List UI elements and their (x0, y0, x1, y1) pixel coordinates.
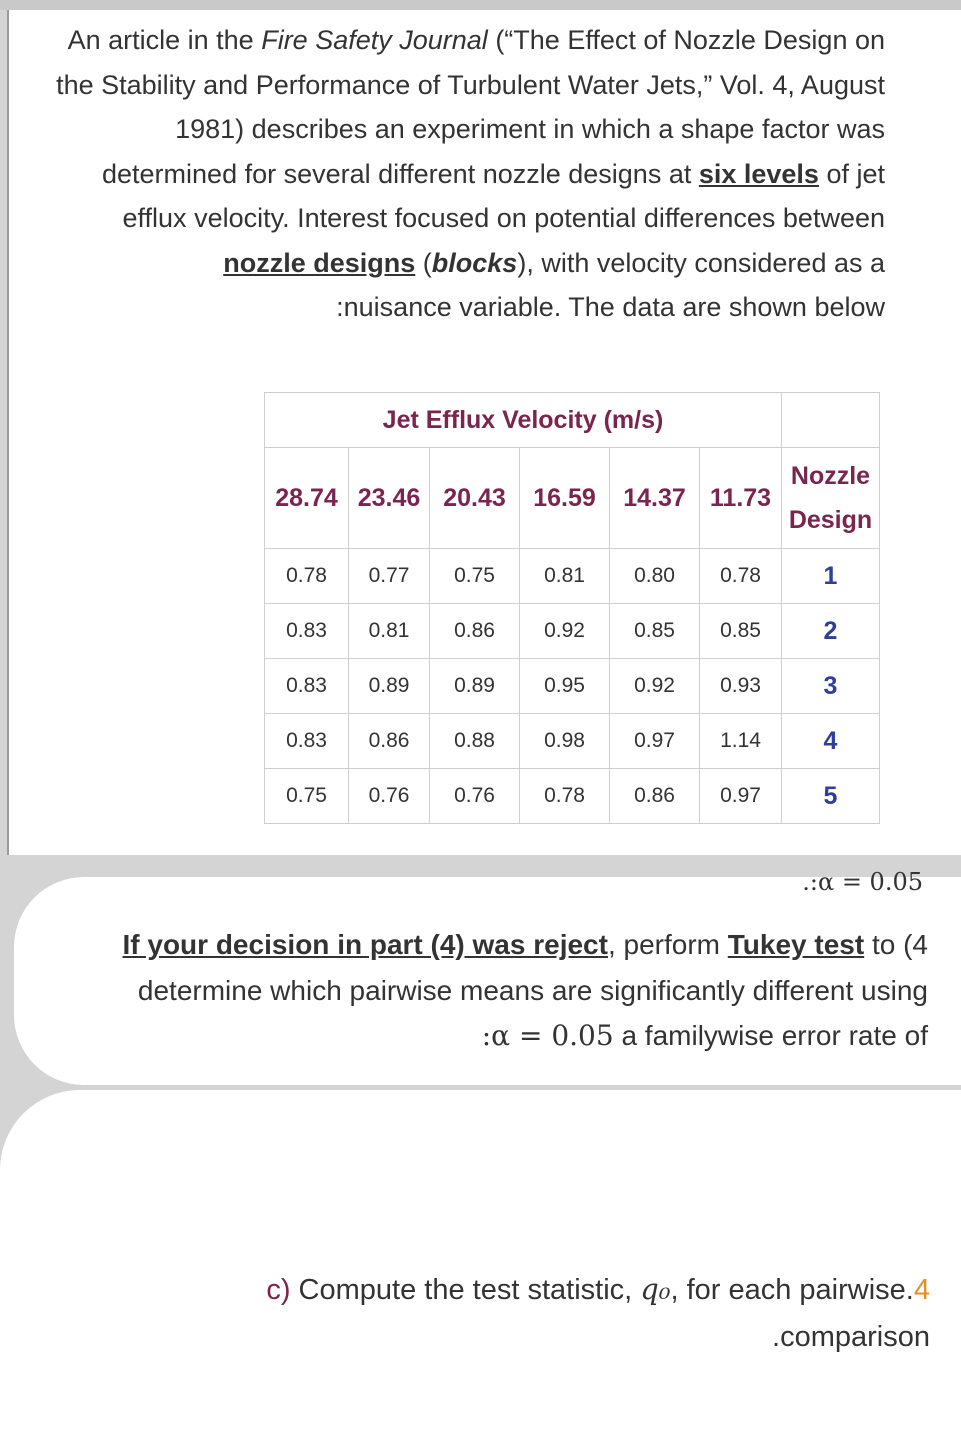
nozzle-designs-text: nozzle designs (223, 247, 416, 278)
nozzle-design-header: Nozzle Design (782, 448, 880, 549)
part-c-label: c) (266, 1274, 291, 1306)
alpha-value: :α = 0.05 (481, 1019, 614, 1052)
table-cell: 0.83 (265, 659, 349, 714)
table-cell: 0.81 (349, 604, 430, 659)
data-table (264, 392, 880, 824)
tukey-paragraph: If your decision in part (4) was reject, perform Tukey test to (4 determine which pairwise means are significantly different using :α = 0.05 a familywise error rate of (122, 929, 928, 1052)
table-cell: 0.86 (610, 769, 700, 824)
table-cell: 0.77 (349, 549, 430, 604)
left-border (7, 10, 9, 855)
design-number: 4 (782, 714, 880, 769)
table-cell: 0.81 (520, 549, 610, 604)
velocity-header-row (265, 448, 880, 549)
table-cell: 0.75 (430, 549, 520, 604)
design-number: 1 (782, 549, 880, 604)
table-cell: 0.78 (520, 769, 610, 824)
table-cell: 0.85 (610, 604, 700, 659)
table-row (265, 714, 880, 769)
table-cell: 1.14 (700, 714, 782, 769)
table-cell: 0.97 (700, 769, 782, 824)
table-cell: 0.92 (610, 659, 700, 714)
table-cell: 0.80 (610, 549, 700, 604)
corner-cell (782, 393, 880, 448)
velocity-cell: 16.59 (520, 448, 610, 549)
velocity-cell: 11.73 (700, 448, 782, 549)
table-cell: 0.78 (265, 549, 349, 604)
velocity-cell: 20.43 (430, 448, 520, 549)
velocity-cell: 14.37 (610, 448, 700, 549)
table-cell: 0.75 (265, 769, 349, 824)
intro-paragraph: An article in the Fire Safety Journal (“The Effect of Nozzle Design on the Stability and Performance of Turbulent Water Jets,” Vol. 4, August 1981) describes an experiment in which a shape factor was determined for several different nozzle designs at six levels of jet efflux velocity. Interest focused on potential differences between nozzle designs (blocks), with velocity considered as a :nuisance variable. The data are shown below (56, 25, 885, 322)
velocity-cell: 23.46 (349, 448, 430, 549)
table-cell: 0.89 (430, 659, 520, 714)
table-cell: 0.86 (349, 714, 430, 769)
table-cell: 0.89 (349, 659, 430, 714)
alpha-label-top: .:α = 0.05 (802, 868, 923, 896)
table-cell: 0.93 (700, 659, 782, 714)
top-strip (0, 0, 961, 10)
table-row (265, 604, 880, 659)
table-cell: 0.95 (520, 659, 610, 714)
journal-name: Fire Safety Journal (261, 25, 488, 55)
six-levels-text: six levels (698, 158, 819, 189)
design-number: 2 (782, 604, 880, 659)
velocity-header: Jet Efflux Velocity (m/s) (265, 393, 782, 448)
tukey-test-text: Tukey test (727, 929, 865, 960)
table-cell: 0.88 (430, 714, 520, 769)
part-c-paragraph: c) Compute the test statistic, q₀, for each pairwise.4 .comparison (266, 1272, 930, 1353)
table-cell: 0.85 (700, 604, 782, 659)
table-cell: 0.86 (430, 604, 520, 659)
design-number: 3 (782, 659, 880, 714)
table-cell: 0.78 (700, 549, 782, 604)
table-cell: 0.76 (349, 769, 430, 824)
table-cell: 0.76 (430, 769, 520, 824)
velocity-cell: 28.74 (265, 448, 349, 549)
table-cell: 0.83 (265, 714, 349, 769)
design-number: 5 (782, 769, 880, 824)
table-row (265, 769, 880, 824)
table-cell: 0.97 (610, 714, 700, 769)
q0-symbol: q₀ (640, 1272, 671, 1306)
question-number: 4 (913, 1274, 930, 1306)
table-row (265, 549, 880, 604)
table-row (265, 659, 880, 714)
table-cell: 0.92 (520, 604, 610, 659)
table-cell: 0.83 (265, 604, 349, 659)
table-cell: 0.98 (520, 714, 610, 769)
blocks-text: blocks (431, 247, 518, 278)
part4-condition-text: If your decision in part (4) was reject (122, 929, 608, 960)
